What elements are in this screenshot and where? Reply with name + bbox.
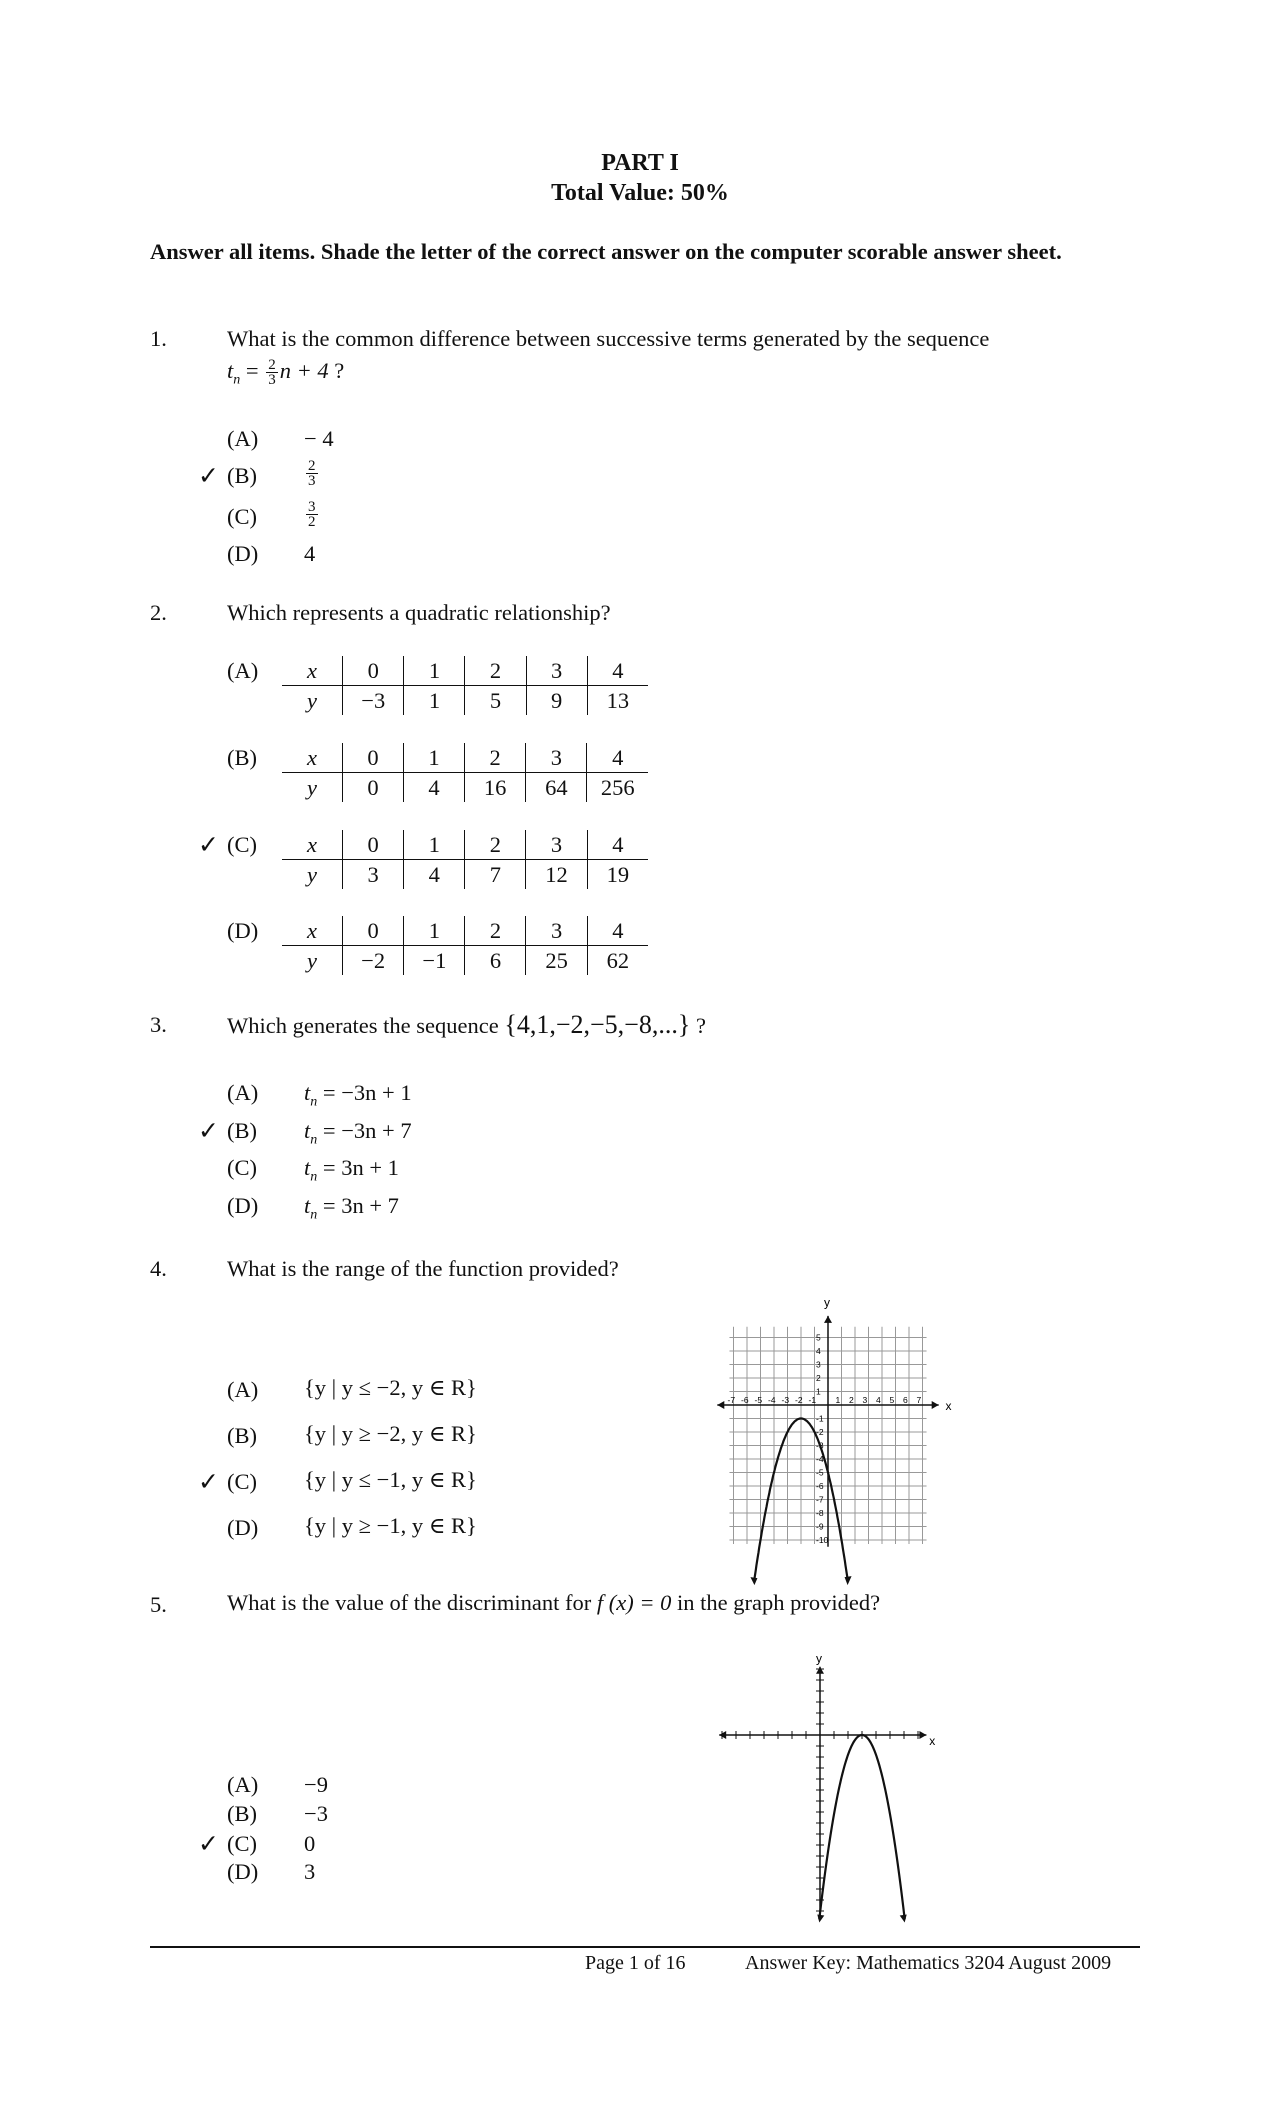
q3-d-sub: n	[310, 1207, 318, 1223]
y-tick-label: 1	[816, 1386, 821, 1397]
x-axis-arrow	[719, 1731, 726, 1739]
q1-check-icon: ✓	[198, 463, 219, 490]
table-cell: x	[282, 656, 343, 686]
question-1-formula	[227, 358, 344, 389]
x-tick-label: -1	[808, 1395, 817, 1405]
x-tick-label: -2	[795, 1395, 803, 1405]
q2-option-a-label: (A)	[227, 658, 259, 683]
y-tick-label: 2	[816, 1373, 821, 1383]
q3-option-d-value	[304, 1193, 399, 1224]
q3-d-rest: = 3n + 7	[317, 1193, 399, 1218]
y-tick-label: 3	[816, 1359, 821, 1370]
q1-option-b-num: 2	[308, 458, 316, 475]
table-row-y	[282, 860, 648, 890]
q2-table-c	[282, 830, 648, 889]
footer-rule	[150, 1946, 1140, 1948]
q4-parabola-graph	[700, 1295, 1010, 1560]
q3-d-t: t	[304, 1193, 311, 1218]
q5-option-a-label: (A)	[227, 1772, 259, 1797]
footer-title: Answer Key: Mathematics 3204 August 2009	[745, 1952, 1112, 1974]
table-cell: 4	[404, 773, 465, 803]
x-tick-label: -6	[741, 1395, 749, 1405]
question-2-text: Which represents a quadratic relationship?	[227, 600, 611, 625]
question-1-text: What is the common difference between successive terms generated by the sequence	[227, 326, 990, 351]
x-axis-arrow	[717, 1401, 724, 1409]
table-cell: x	[282, 830, 343, 860]
table-cell: 4	[587, 743, 648, 773]
q1-option-a-label: (A)	[227, 426, 259, 451]
q5-check-icon: ✓	[198, 1831, 219, 1858]
curve-arrow	[750, 1577, 757, 1585]
instructions: Answer all items. Shade the letter of the correct answer on the computer scorable answer sheet.	[150, 239, 1062, 264]
table-cell: −3	[343, 686, 404, 716]
q2-table-d	[282, 916, 648, 975]
x-tick-label: -3	[781, 1395, 790, 1405]
q5-option-d-label: (D)	[227, 1859, 259, 1884]
q5-parabola-graph	[670, 1651, 990, 1920]
q4-option-a-value: {y | y ≤ −2, y ∈ R}	[304, 1375, 477, 1400]
formula-fraction	[266, 358, 278, 387]
q3-c-t: t	[304, 1155, 311, 1180]
y-tick-label: -9	[816, 1521, 824, 1532]
x-tick-label: 3	[862, 1395, 868, 1405]
table-cell: 19	[587, 860, 648, 890]
q3-a-rest: = −3n + 1	[317, 1080, 412, 1105]
q1-option-c-num: 3	[308, 499, 316, 516]
x-tick-label: 5	[889, 1395, 895, 1405]
q3-option-a-label: (A)	[227, 1080, 259, 1105]
question-3-text	[227, 1010, 706, 1040]
q3-sequence: {4,1,−2,−5,−8,...}	[504, 1010, 691, 1039]
q4-option-b-label: (B)	[227, 1423, 257, 1448]
q5-option-b-value: −3	[304, 1801, 328, 1826]
q4-check-icon: ✓	[198, 1469, 219, 1496]
q3-b-t: t	[304, 1118, 311, 1143]
x-axis-arrow	[932, 1401, 939, 1409]
table-cell: 6	[465, 946, 526, 976]
table-row-x	[282, 916, 648, 946]
table-cell: y	[306, 774, 317, 800]
curve-arrow	[817, 1915, 824, 1923]
q3-check-icon: ✓	[198, 1118, 219, 1145]
q5-option-a-value: −9	[304, 1772, 328, 1797]
formula-eq: =	[240, 358, 265, 383]
q2-table-b	[282, 743, 648, 802]
curve-arrow	[845, 1576, 852, 1585]
table-cell: 256	[587, 773, 648, 803]
x-axis-label: x	[929, 1734, 936, 1748]
question-4-number: 4.	[150, 1256, 167, 1281]
table-cell: 12	[526, 860, 587, 890]
table-row-y	[282, 773, 648, 803]
q5-option-c-label: (C)	[227, 1831, 257, 1856]
q3-text-end: ?	[690, 1013, 706, 1038]
table-cell: 9	[526, 686, 587, 716]
table-cell: 4	[587, 656, 648, 686]
q3-c-sub: n	[310, 1169, 318, 1185]
table-cell: 3	[526, 916, 587, 946]
table-cell: x	[282, 743, 342, 773]
y-tick-label: -3	[816, 1440, 824, 1451]
table-cell: x	[282, 916, 342, 946]
x-axis-arrow	[919, 1731, 926, 1739]
y-tick-label: 5	[816, 1332, 821, 1343]
fraction-denominator: 3	[268, 372, 276, 389]
q5-text-post: in the graph provided?	[677, 1590, 881, 1615]
q4-option-d-value: {y | y ≥ −1, y ∈ R}	[304, 1513, 477, 1538]
question-5-number: 5.	[150, 1592, 167, 1617]
formula-sub: n	[233, 372, 241, 388]
y-tick-label: 4	[816, 1346, 821, 1356]
table-cell: 0	[342, 773, 403, 803]
table-row-x	[282, 830, 648, 860]
y-axis-arrow	[816, 1667, 824, 1674]
y-tick-label: -7	[816, 1494, 824, 1505]
q3-a-t: t	[304, 1080, 311, 1105]
q3-c-rest: = 3n + 1	[317, 1155, 399, 1180]
q1-option-b-fraction	[306, 459, 318, 488]
x-tick-label: 1	[835, 1395, 841, 1405]
total-value: Total Value: 50%	[551, 180, 729, 206]
fraction-numerator: 2	[268, 357, 276, 374]
q1-option-b-value	[304, 459, 320, 488]
q4-option-a-label: (A)	[227, 1377, 259, 1402]
q2-option-d-label: (D)	[227, 918, 259, 943]
q2-check-icon: ✓	[198, 832, 219, 859]
q1-option-c-fraction	[306, 500, 318, 529]
q3-option-b-label: (B)	[227, 1118, 257, 1143]
table-row-y	[282, 686, 648, 716]
q1-option-c-label: (C)	[227, 504, 257, 529]
q3-option-c-label: (C)	[227, 1155, 257, 1180]
table-cell: 25	[526, 946, 587, 976]
q3-option-c-value	[304, 1155, 399, 1186]
y-tick-label: -2	[816, 1427, 824, 1437]
q1-option-d-value: 4	[304, 541, 316, 566]
x-tick-label: 7	[916, 1395, 922, 1405]
question-3-number: 3.	[150, 1012, 167, 1037]
table-cell: 5	[465, 686, 526, 716]
q4-option-b-value: {y | y ≥ −2, y ∈ R}	[304, 1421, 477, 1446]
table-cell: −1	[404, 946, 465, 976]
table-cell: y	[306, 947, 317, 973]
table-cell: 3	[526, 830, 587, 860]
table-cell: −2	[342, 946, 403, 976]
formula-end: ?	[328, 358, 345, 383]
x-axis-label: x	[945, 1399, 952, 1413]
q5-option-d-value: 3	[304, 1859, 316, 1884]
q5-func: f (x) = 0	[596, 1590, 672, 1615]
table-cell: 1	[404, 830, 465, 860]
table-cell: 4	[587, 916, 648, 946]
x-tick-label: 4	[876, 1395, 881, 1405]
table-cell: 0	[342, 743, 403, 773]
table-cell: 3	[343, 860, 404, 890]
table-cell: 0	[343, 830, 404, 860]
table-cell: 1	[404, 916, 465, 946]
table-cell: y	[307, 861, 318, 887]
q1-option-c-value	[304, 500, 320, 529]
q3-b-rest: = −3n + 7	[317, 1118, 412, 1143]
q3-option-d-label: (D)	[227, 1193, 259, 1218]
x-tick-label: 6	[903, 1395, 908, 1405]
q3-option-a-value	[304, 1080, 412, 1111]
q2-option-b-label: (B)	[227, 745, 257, 770]
y-tick-label: -1	[816, 1413, 824, 1424]
q1-option-a-value: − 4	[304, 426, 334, 451]
parabola-curve	[819, 1735, 904, 1919]
table-cell: 2	[465, 656, 526, 686]
q5-text-pre: What is the value of the discriminant for	[227, 1590, 592, 1615]
q5-option-c-value: 0	[304, 1831, 316, 1856]
table-row-x	[282, 743, 648, 773]
table-cell: 2	[465, 916, 526, 946]
q3-option-b-value	[304, 1118, 412, 1149]
y-axis-label: y	[816, 1651, 822, 1666]
q2-table-a	[282, 656, 648, 715]
q3-text-main: Which generates the sequence	[227, 1013, 499, 1038]
q1-option-c-den: 2	[308, 514, 316, 531]
q1-option-b-den: 3	[308, 473, 316, 490]
y-tick-label: -4	[816, 1454, 824, 1464]
q4-option-d-label: (D)	[227, 1515, 259, 1540]
q4-option-c-value: {y | y ≤ −1, y ∈ R}	[304, 1467, 477, 1492]
table-row-x	[282, 656, 648, 686]
q1-option-b-label: (B)	[227, 463, 257, 488]
question-5-text	[227, 1590, 880, 1616]
table-cell: 3	[526, 656, 587, 686]
curve-arrow	[900, 1915, 907, 1923]
table-cell: 4	[587, 830, 648, 860]
table-cell: 1	[404, 743, 465, 773]
footer-page-number: Page 1 of 16	[585, 1952, 686, 1974]
formula-rest: n + 4	[279, 358, 329, 383]
question-1-number: 1.	[150, 326, 167, 351]
table-cell: 0	[343, 656, 404, 686]
table-cell: 2	[465, 830, 526, 860]
y-tick-label: -10	[816, 1535, 829, 1545]
question-2-number: 2.	[150, 600, 167, 625]
x-tick-label: 2	[849, 1395, 854, 1405]
table-cell: 16	[465, 773, 526, 803]
x-tick-label: -4	[768, 1395, 776, 1405]
q4-option-c-label: (C)	[227, 1469, 257, 1494]
y-tick-label: -5	[816, 1467, 824, 1478]
table-cell: 1	[404, 686, 465, 716]
formula-lhs: t	[227, 358, 234, 383]
table-cell: 0	[342, 916, 403, 946]
table-cell: 4	[404, 860, 465, 890]
y-axis-label: y	[824, 1295, 830, 1310]
table-row-y	[282, 946, 648, 976]
table-cell: 3	[526, 743, 587, 773]
x-tick-label: -5	[754, 1395, 763, 1405]
table-cell: 62	[587, 946, 648, 976]
table-cell: 64	[526, 773, 587, 803]
y-tick-label: -6	[816, 1481, 824, 1491]
table-cell: 13	[587, 686, 648, 716]
q2-option-c-label: (C)	[227, 832, 257, 857]
part-heading: PART I	[601, 150, 679, 176]
y-axis-arrow	[824, 1316, 832, 1323]
table-cell: 2	[465, 743, 526, 773]
table-cell: 7	[465, 860, 526, 890]
question-4-text: What is the range of the function provided?	[227, 1256, 619, 1281]
q3-a-sub: n	[310, 1094, 318, 1110]
q3-b-sub: n	[310, 1132, 318, 1148]
table-cell: 1	[404, 656, 465, 686]
q5-option-b-label: (B)	[227, 1801, 257, 1826]
q1-option-d-label: (D)	[227, 541, 259, 566]
x-tick-label: -7	[727, 1395, 736, 1405]
y-tick-label: -8	[816, 1508, 824, 1518]
table-cell: y	[307, 687, 318, 713]
